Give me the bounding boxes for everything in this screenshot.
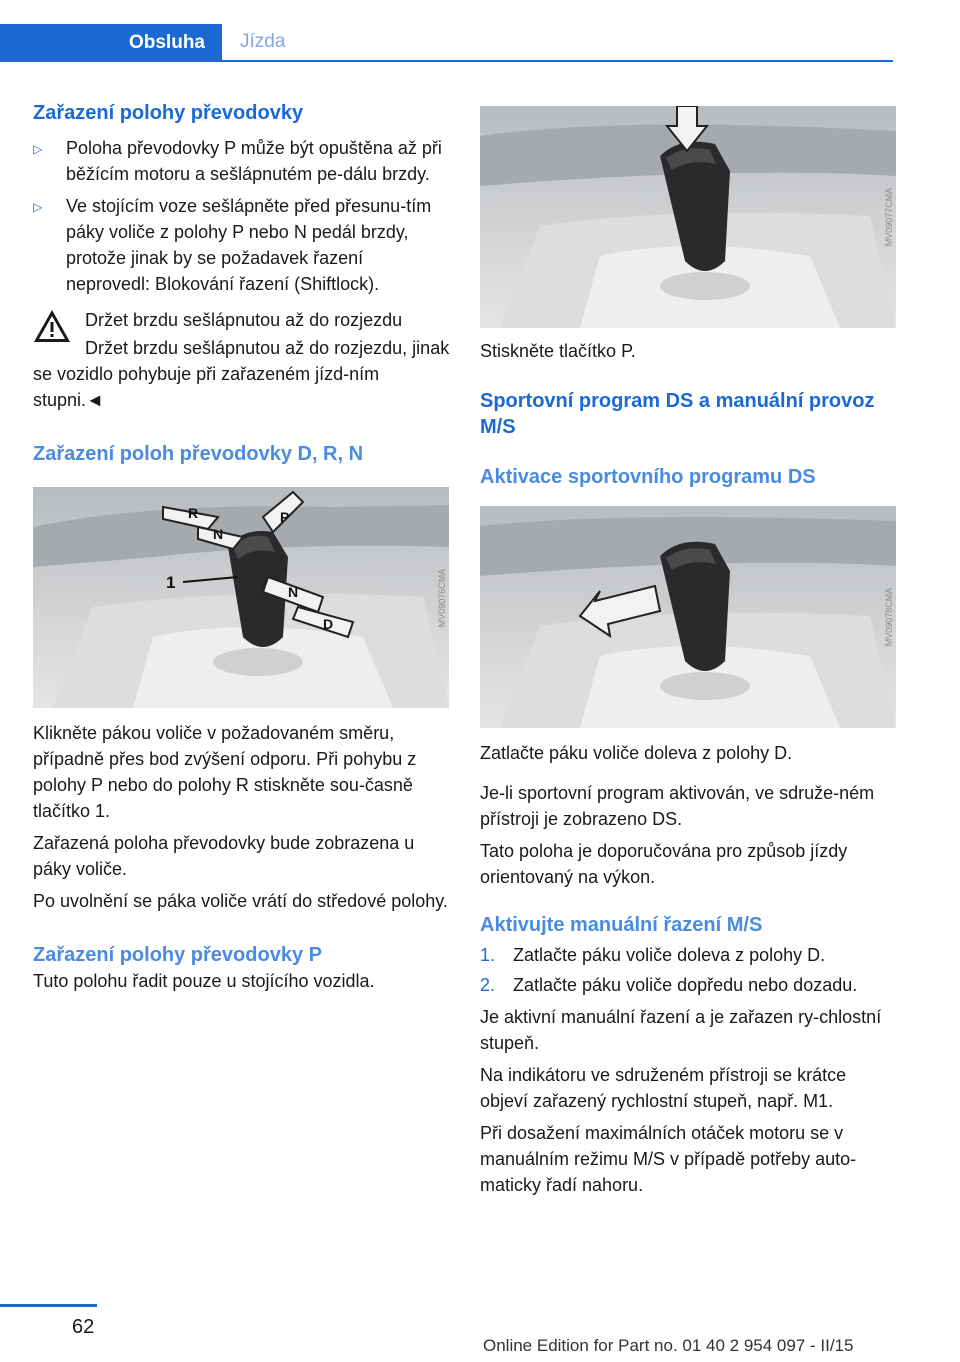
gear-lever-photo-p: [480, 106, 896, 328]
section-heading-dnr: Zařazení poloh převodovky D, R, N: [33, 443, 364, 465]
section-heading-p: Zařazení polohy převodovky P: [33, 944, 322, 966]
paragraph: Je aktivní manuální řazení a je zařazen ry‐chlostní stupeň.: [480, 1007, 882, 1053]
bullet-item: [33, 135, 451, 187]
paragraph: Zatlačte páku voliče doleva z polohy D.: [480, 743, 793, 763]
tab-obsluha[interactable]: Obsluha: [0, 24, 222, 62]
image-code: MV09078CMA: [884, 587, 894, 647]
right-column: [480, 100, 898, 1198]
step-number: 2.: [480, 975, 496, 995]
label-1: 1: [166, 573, 176, 592]
image-code: MV09076CMA: [437, 568, 447, 627]
tab-underline: [0, 60, 893, 62]
step-item: [480, 972, 898, 998]
chapter-tabs: [0, 24, 893, 62]
photo-caption: Stiskněte tlačítko P.: [480, 341, 636, 361]
warning-title: Držet brzdu sešlápnutou až do rozjezdu: [85, 310, 403, 330]
step-number: 1.: [480, 945, 496, 965]
section-heading-ds: Aktivace sportovního programu DS: [480, 466, 816, 488]
paragraph: Na indikátoru ve sdruženém přístroji se krátce objeví zařazený rychlostní stupeň, např. M1.: [480, 1065, 847, 1111]
edition-text: Online Edition for Part no. 01 40 2 954 097 - II/15: [483, 1336, 854, 1355]
warning-box: [33, 307, 451, 413]
bullet-item: [33, 193, 451, 297]
warning-triangle-icon: [33, 309, 71, 343]
paragraph: Tato poloha je doporučována pro způsob jízdy orientovaný na výkon.: [480, 841, 848, 887]
section-heading-gear-position: Zařazení polohy převodovky: [33, 102, 304, 124]
label-n2: N: [288, 584, 299, 600]
tab-jizda[interactable]: Jízda: [240, 31, 286, 52]
warning-body: Držet brzdu sešlápnutou až do rozjezdu, jinak se vozidlo pohybuje při zařazeném jízd‐ním stupni.◄: [33, 338, 450, 410]
gear-lever-photo-drn: [33, 487, 449, 708]
bullet-text: Poloha převodovky P může být opuštěna až při běžícím motoru a sešlápnutém pe‐dálu brzdy.: [66, 138, 442, 184]
section-heading-sport: Sportovní program DS a manuální provoz M/S: [480, 390, 875, 438]
image-code: MV09077CMA: [884, 187, 894, 247]
gear-lever-illustration: [33, 487, 449, 708]
paragraph: Zařazená poloha převodovky bude zobrazena u páky voliče.: [33, 833, 415, 879]
left-column: [33, 100, 451, 994]
paragraph: Klikněte pákou voliče v požadovaném směru, případně přes bod zvýšení odporu. Při pohybu z polohy P nebo do polohy R stiskněte sou‐časně tlačítko 1.: [33, 723, 417, 821]
label-p: P: [280, 509, 290, 525]
step-text: Zatlačte páku voliče dopředu nebo dozadu.: [513, 975, 858, 995]
label-r: R: [188, 505, 199, 521]
paragraph: Tuto polohu řadit pouze u stojícího vozidla.: [33, 971, 375, 991]
paragraph: Při dosažení maximálních otáček motoru se v manuálním režimu M/S v případě potřeby auto‐maticky řadí nahoru.: [480, 1123, 857, 1195]
section-heading-ms: Aktivujte manuální řazení M/S: [480, 914, 763, 936]
page-number: 62: [72, 1316, 95, 1338]
gear-lever-photo-ds: [480, 506, 896, 728]
step-text: Zatlačte páku voliče doleva z polohy D.: [513, 945, 826, 965]
step-item: [480, 942, 898, 968]
triangle-bullet-icon: ▷: [33, 142, 43, 156]
paragraph: Po uvolnění se páka voliče vrátí do středové polohy.: [33, 891, 448, 911]
label-d: D: [323, 616, 334, 632]
paragraph: Je-li sportovní program aktivován, ve sdruže‐ném přístroji je zobrazeno DS.: [480, 783, 875, 829]
gear-lever-illustration: [480, 106, 896, 328]
bullet-text: Ve stojícím voze sešlápněte před přesunu‐tím páky voliče z polohy P nebo N pedál brzdy, protože jinak by se požadavek řazení neprovedl: Blokování řazení (Shiftlock).: [66, 196, 432, 294]
triangle-bullet-icon: ▷: [33, 200, 43, 214]
footer-rule: [0, 1304, 97, 1307]
gear-lever-illustration: [480, 506, 896, 728]
label-n: N: [213, 526, 224, 542]
